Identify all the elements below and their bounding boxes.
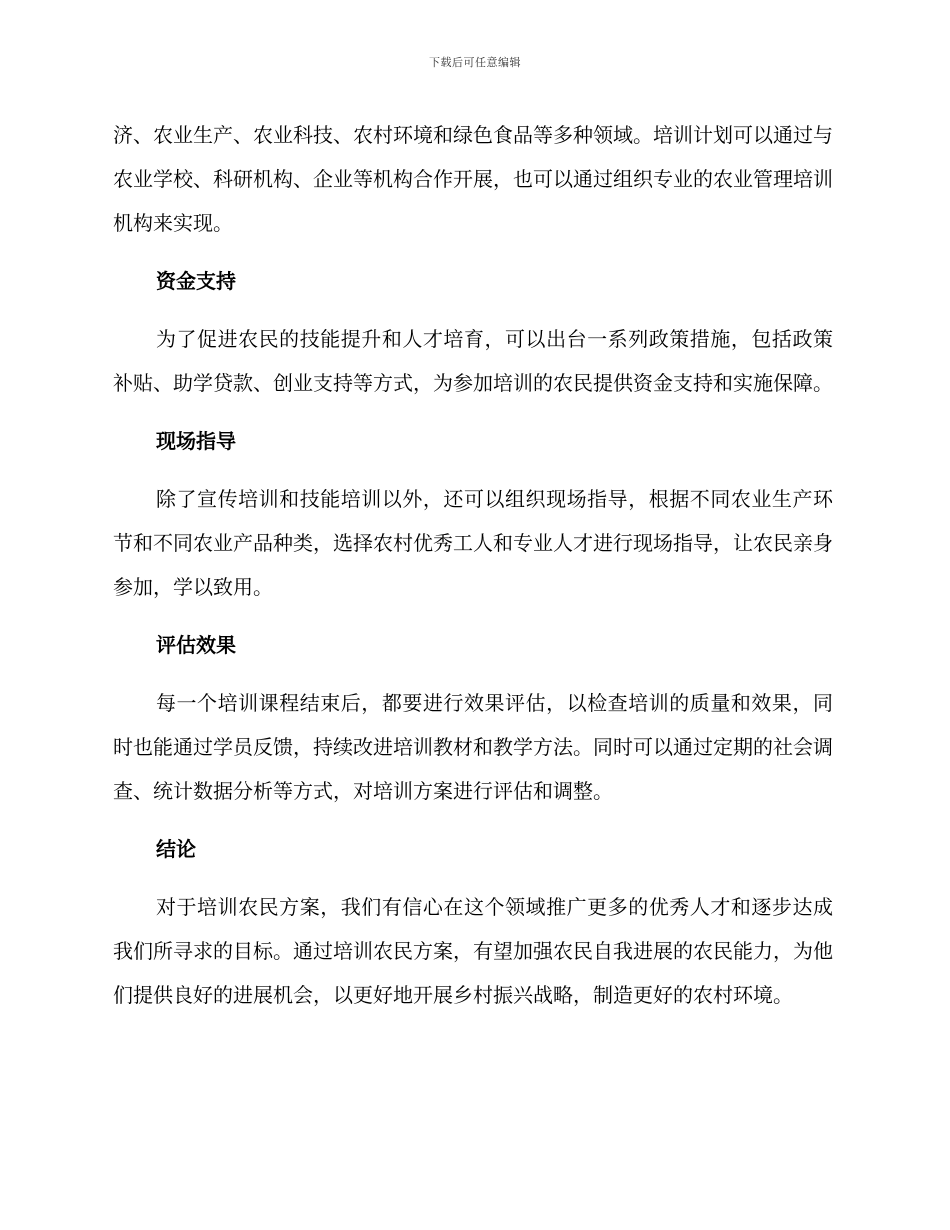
funding-heading: 资金支持 [156,269,236,293]
document-body [113,113,833,1017]
page-header: 下载后可任意编辑 [429,56,521,69]
evaluation-paragraph: 每一个培训课程结束后，都要进行效果评估，以检查培训的质量和效果，同时也能通过学员反馈，持续改进培训教材和教学方法。同时可以通过定期的社会调查、统计数据分析等方式，对培训方案进行评估和调整。 [113,691,833,803]
intro-paragraph: 济、农业生产、农业科技、农村环境和绿色食品等多种领域。培训计划可以通过与农业学校、科研机构、企业等机构合作开展，也可以通过组织专业的农业管理培训机构来实现。 [113,123,833,235]
conclusion-heading: 结论 [156,837,196,861]
onsite-paragraph: 除了宣传培训和技能培训以外，还可以组织现场指导，根据不同农业生产环节和不同农业产品种类，选择农村优秀工人和专业人才进行现场指导，让农民亲身参加，学以致用。 [113,487,833,599]
evaluation-heading: 评估效果 [156,633,236,657]
conclusion-paragraph: 对于培训农民方案，我们有信心在这个领域推广更多的优秀人才和逐步达成我们所寻求的目标。通过培训农民方案，有望加强农民自我进展的农民能力，为他们提供良好的进展机会，以更好地开展乡村振兴战略，制造更好的农村环境。 [113,895,833,1007]
funding-paragraph: 为了促进农民的技能提升和人才培育，可以出台一系列政策措施，包括政策补贴、助学贷款、创业支持等方式，为参加培训的农民提供资金支持和实施保障。 [113,327,833,395]
onsite-heading: 现场指导 [156,429,236,453]
